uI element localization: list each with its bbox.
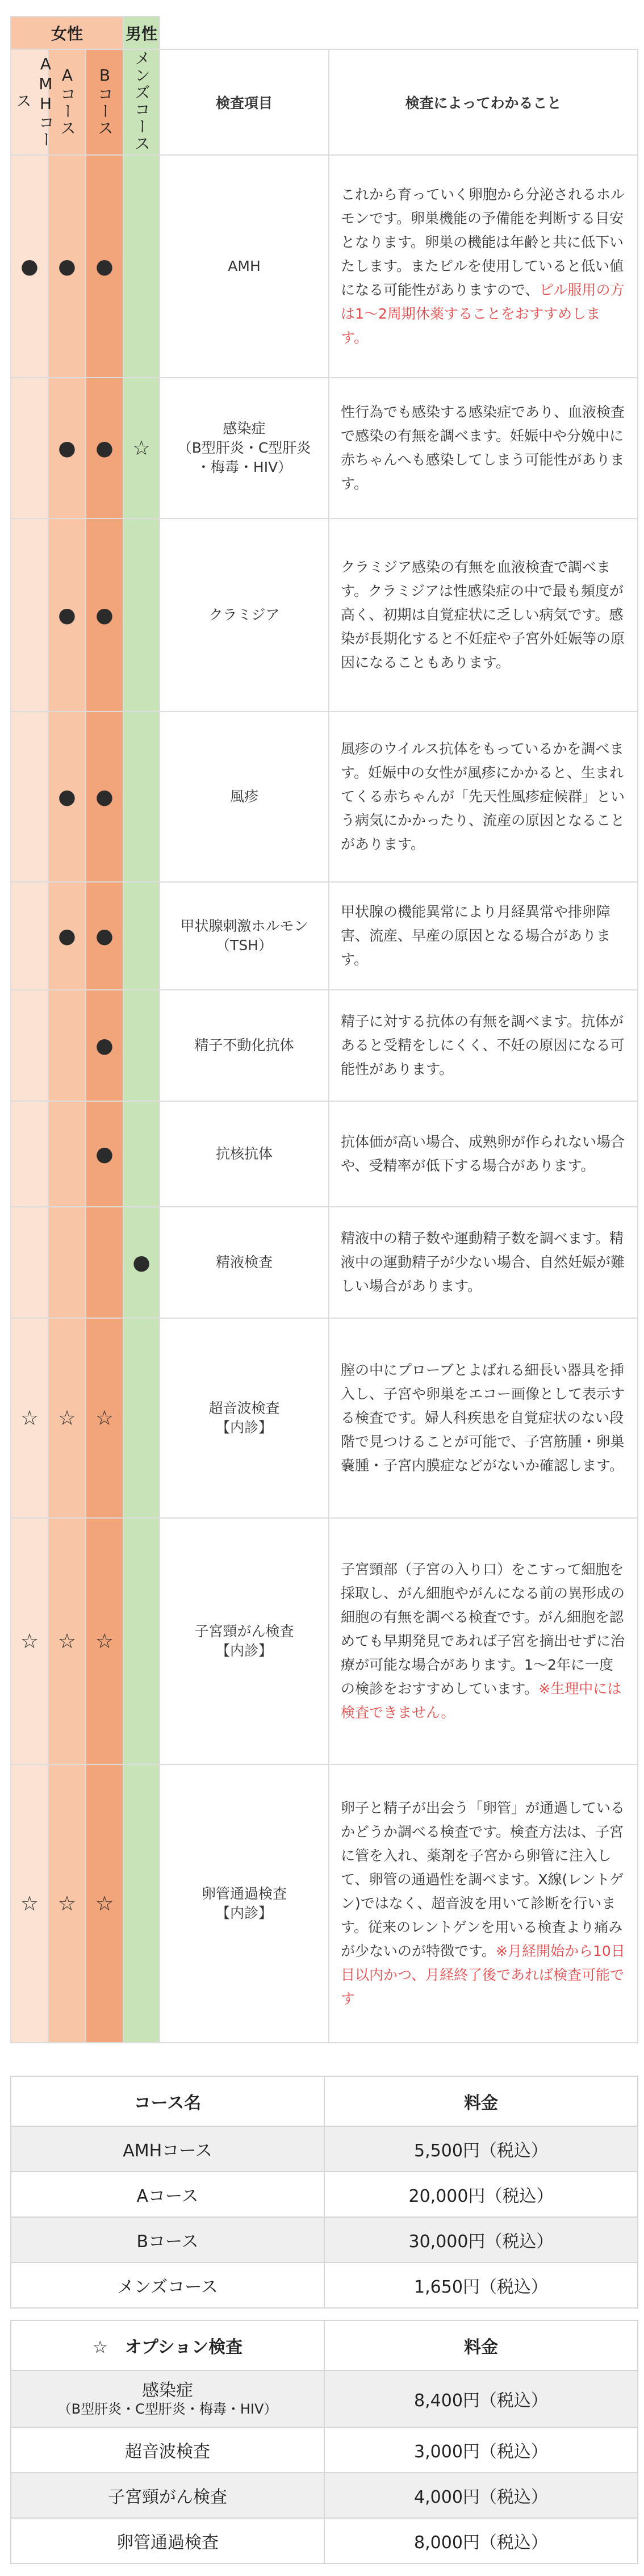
exam-description-text: 精子に対する抗体の有無を調べます。抗体があると受精をしにくく、不妊の原因になる可能性があります。: [341, 1013, 625, 1077]
exam-row: [11, 712, 638, 882]
course-price-row: [11, 2126, 638, 2172]
exam-description: [329, 1101, 638, 1207]
option-price-row: [11, 2427, 638, 2473]
course-amh-header: AMHコース: [11, 49, 48, 155]
option-name-cell: [11, 2427, 324, 2473]
course-name: Bコース: [11, 2217, 324, 2263]
course-a-mark: ●: [48, 882, 86, 990]
course-m-mark: [123, 155, 160, 378]
option-name-cell: [11, 2473, 324, 2518]
exam-row: [11, 155, 638, 378]
course-amh-mark: [11, 378, 48, 518]
item-column-header: 検査項目: [160, 49, 329, 155]
course-a-mark: ☆: [48, 1318, 86, 1518]
course-amh-mark: ●: [11, 155, 48, 378]
option-name-detail: （B型肝炎・C型肝炎・梅毒・HIV）: [57, 2401, 278, 2417]
course-b-mark: ☆: [86, 1518, 123, 1764]
exam-row: [11, 1764, 638, 2043]
option-name-cell: [11, 2370, 324, 2427]
course-amh-mark: [11, 518, 48, 712]
exam-table: [10, 16, 638, 2043]
description-column-header: 検査によってわかること: [329, 49, 638, 155]
option-price-table: [10, 2320, 638, 2564]
course-price: 1,650円（税込）: [324, 2263, 638, 2308]
option-name-header: ☆ オプション検査: [11, 2320, 324, 2370]
course-amh-mark: [11, 1101, 48, 1207]
exam-description-text: これから育っていく卵胞から分泌されるホルモンです。卵巣機能の予備能を判断する目安となります。卵巣の機能は年齢と共に低下いたします。またピルを使用していると低い値になる可能性がありますので、: [341, 186, 625, 298]
course-name-header: コース名: [11, 2076, 324, 2126]
exam-description-text: 卵子と精子が出会う「卵管」が通過しているかどうか調べる検査です。検査方法は、子宮に管を入れ、薬剤を子宮から卵管に注入して、卵管の通過性を調べます。X線(レントゲン)ではなく、超音波を用いて診断を行います。従来のレントゲンを用いる検査より痛みが少ないのが特徴です。: [341, 1800, 625, 1959]
exam-row: [11, 518, 638, 712]
course-a-mark: ☆: [48, 1518, 86, 1764]
course-m-mark: [123, 1318, 160, 1518]
course-name: AMHコース: [11, 2126, 324, 2172]
course-name: Aコース: [11, 2172, 324, 2217]
course-b-mark: [86, 1207, 123, 1318]
course-price-row: [11, 2217, 638, 2263]
exam-description: [329, 1518, 638, 1764]
option-price: 3,000円（税込）: [324, 2427, 638, 2473]
exam-item-name: AMH: [160, 155, 329, 378]
course-amh-mark: ☆: [11, 1518, 48, 1764]
option-price-row: [11, 2370, 638, 2427]
course-a-mark: [48, 990, 86, 1101]
exam-row: [11, 1318, 638, 1518]
course-b-mark: ☆: [86, 1318, 123, 1518]
exam-note: ピル服用の方は1〜2周期休薬することをおすすめします。: [341, 282, 625, 346]
course-price: 30,000円（税込）: [324, 2217, 638, 2263]
course-price-header: 料金: [324, 2076, 638, 2126]
exam-item-name: 超音波検査 【内診】: [160, 1318, 329, 1518]
course-a-mark: ☆: [48, 1764, 86, 2043]
option-name: 卵管通過検査: [116, 2533, 219, 2553]
option-price-row: [11, 2518, 638, 2564]
option-price-row: [11, 2473, 638, 2518]
course-a-mark: ●: [48, 518, 86, 712]
option-price-header: 料金: [324, 2320, 638, 2370]
course-b-mark: ☆: [86, 1764, 123, 2043]
exam-item-name: 卵管通過検査 【内診】: [160, 1764, 329, 2043]
male-group-header: 男性: [123, 16, 160, 49]
exam-row: [11, 378, 638, 518]
exam-description-text: 性行為でも感染する感染症であり、血液検査で感染の有無を調べます。妊娠中や分娩中に赤ちゃんへも感染してしまう可能性があります。: [341, 404, 625, 492]
course-price: 20,000円（税込）: [324, 2172, 638, 2217]
exam-description: [329, 378, 638, 518]
course-m-mark: ☆: [123, 378, 160, 518]
exam-description-text: 風疹のウイルス抗体をもっているかを調べます。妊娠中の女性が風疹にかかると、生まれてくる赤ちゃんが「先天性風疹症候群」という病気にかかったり、流産の原因となることがあります。: [341, 741, 625, 852]
exam-description-text: 抗体価が高い場合、成熟卵が作られない場合や、受精率が低下する場合があります。: [341, 1134, 625, 1174]
exam-row: [11, 1207, 638, 1318]
course-mens-header: メンズコース: [123, 49, 160, 155]
exam-description-text: クラミジア感染の有無を血液検査で調べます。クラミジアは性感染症の中で最も頻度が高く、初期は自覚症状に乏しい病気です。感染が長期化すると不妊症や子宮外妊娠等の原因になることもあります。: [341, 559, 625, 671]
exam-description: [329, 1318, 638, 1518]
exam-item-name: 甲状腺刺激ホルモン （TSH）: [160, 882, 329, 990]
course-amh-mark: [11, 1207, 48, 1318]
course-m-mark: [123, 882, 160, 990]
course-b-mark: ●: [86, 1101, 123, 1207]
exam-description-text: 膣の中にプローブとよばれる細長い器具を挿入し、子宮や卵巣をエコー画像として表示する検査です。婦人科疾患を自覚症状のない段階で見つけることが可能で、子宮筋腫・卵巣嚢腫・子宮内膜症などがないか確認します。: [341, 1362, 625, 1474]
course-b-header: Bコース: [86, 49, 123, 155]
exam-description: [329, 155, 638, 378]
course-amh-mark: [11, 712, 48, 882]
exam-description: [329, 712, 638, 882]
option-name: 子宮頸がん検査: [108, 2487, 227, 2507]
course-b-mark: ●: [86, 155, 123, 378]
option-price: 8,000円（税込）: [324, 2518, 638, 2564]
exam-item-name: 精子不動化抗体: [160, 990, 329, 1101]
course-a-mark: ●: [48, 155, 86, 378]
course-b-mark: ●: [86, 882, 123, 990]
course-amh-mark: [11, 990, 48, 1101]
course-price: 5,500円（税込）: [324, 2126, 638, 2172]
course-m-mark: [123, 1764, 160, 2043]
course-m-mark: ●: [123, 1207, 160, 1318]
course-b-mark: ●: [86, 712, 123, 882]
exam-row: [11, 1101, 638, 1207]
option-price: 4,000円（税込）: [324, 2473, 638, 2518]
exam-note: ※月経開始から10日目以内かつ、月経終了後であれば検査可能です: [341, 1943, 625, 2007]
course-a-header: Aコース: [48, 49, 86, 155]
course-m-mark: [123, 1518, 160, 1764]
female-group-header: 女性: [11, 16, 123, 49]
option-name: 超音波検査: [125, 2442, 210, 2462]
exam-row: [11, 882, 638, 990]
course-m-mark: [123, 518, 160, 712]
exam-item-name: 風疹: [160, 712, 329, 882]
course-a-mark: [48, 1207, 86, 1318]
exam-note: ※生理中には検査できません。: [341, 1680, 622, 1721]
exam-item-name: 感染症 （B型肝炎・C型肝炎 ・梅毒・HIV）: [160, 378, 329, 518]
option-name-cell: [11, 2518, 324, 2564]
course-a-mark: ●: [48, 378, 86, 518]
exam-description: [329, 882, 638, 990]
exam-description-text: 甲状腺の機能異常により月経異常や排卵障害、流産、早産の原因となる場合があります。: [341, 904, 611, 968]
course-a-mark: [48, 1101, 86, 1207]
course-b-mark: ●: [86, 378, 123, 518]
course-m-mark: [123, 712, 160, 882]
exam-row: [11, 990, 638, 1101]
exam-rows: [11, 155, 638, 2043]
course-amh-mark: [11, 882, 48, 990]
exam-description: [329, 1764, 638, 2043]
course-amh-mark: ☆: [11, 1318, 48, 1518]
exam-item-name: クラミジア: [160, 518, 329, 712]
exam-description-text: 精液中の精子数や運動精子数を調べます。精液中の運動精子が少ない場合、自然妊娠が難しい場合があります。: [341, 1230, 625, 1294]
course-amh-mark: ☆: [11, 1764, 48, 2043]
exam-item-name: 精液検査: [160, 1207, 329, 1318]
course-price-row: [11, 2263, 638, 2308]
course-m-mark: [123, 1101, 160, 1207]
course-b-mark: ●: [86, 518, 123, 712]
course-price-row: [11, 2172, 638, 2217]
exam-description-text: 子宮頸部（子宮の入り口）をこすって細胞を採取し、がん細胞やがんになる前の異形成の細胞の有無を調べる検査です。がん細胞を認めても早期発見であれば子宮を摘出せずに治療が可能な場合があります。1〜2年に一度の検診をおすすめしています。: [341, 1561, 625, 1697]
course-m-mark: [123, 990, 160, 1101]
option-price: 8,400円（税込）: [324, 2370, 638, 2427]
exam-item-name: 子宮頸がん検査 【内診】: [160, 1518, 329, 1764]
course-a-mark: ●: [48, 712, 86, 882]
exam-description: [329, 1207, 638, 1318]
course-b-mark: ●: [86, 990, 123, 1101]
exam-description: [329, 518, 638, 712]
course-name: メンズコース: [11, 2263, 324, 2308]
exam-row: [11, 1518, 638, 1764]
exam-item-name: 抗核抗体: [160, 1101, 329, 1207]
course-price-table: [10, 2076, 638, 2309]
exam-description: [329, 990, 638, 1101]
option-name: 感染症: [142, 2381, 193, 2401]
